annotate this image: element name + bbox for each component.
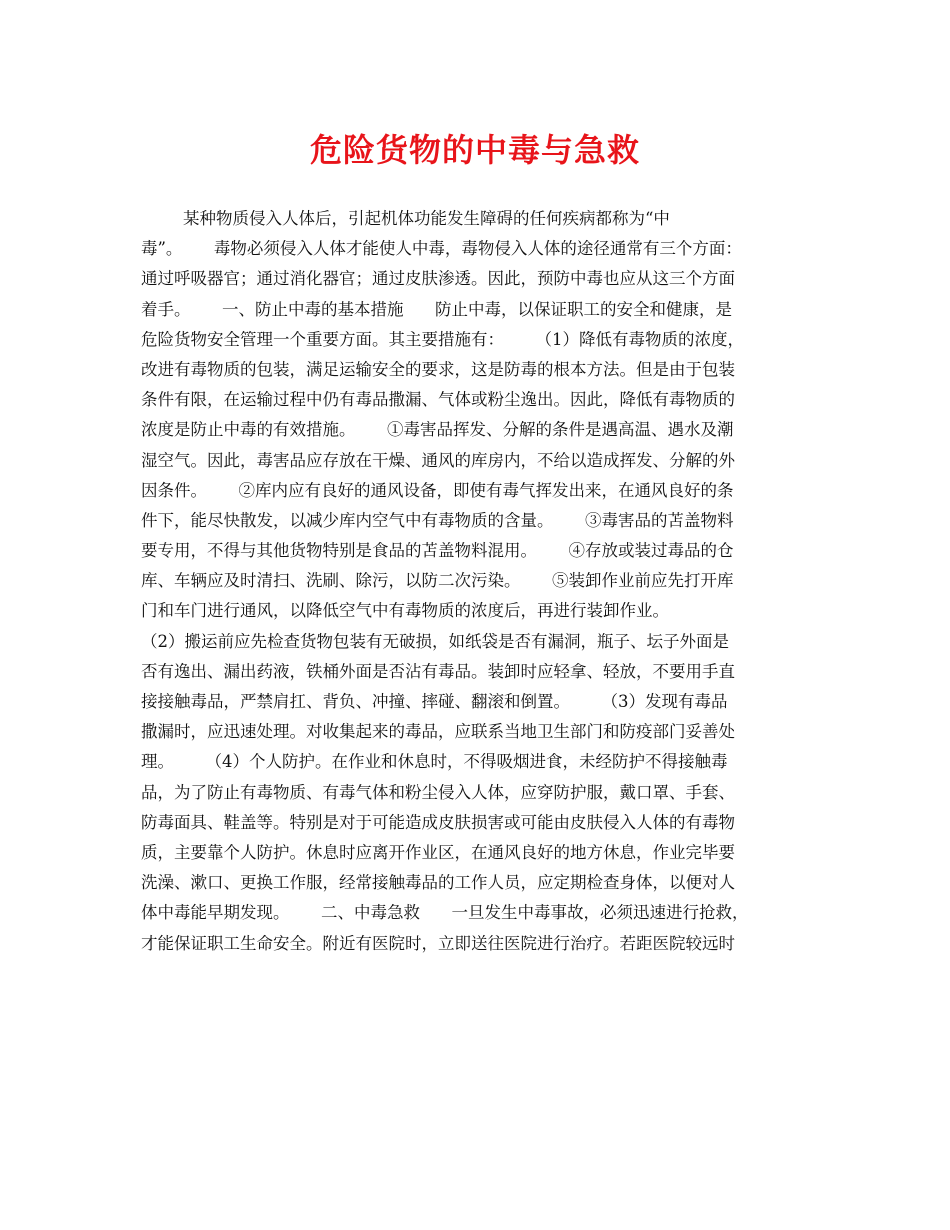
body-line: 撒漏时，应迅速处理。对收集起来的毒品，应联系当地卫生部门和防疫部门妥善处 <box>141 722 735 742</box>
body-line: 某种物质侵入人体后，引起机体功能发生障碍的任何疾病都称为“中 <box>141 209 670 228</box>
body-line: 要专用，不得与其他货物特别是食品的苫盖物料混用。 ④存放或装过毒品的仓 <box>141 541 734 561</box>
body-line: 毒”。 毒物必须侵入人体才能使人中毒，毒物侵入人体的途径通常有三个方面： <box>141 239 742 259</box>
body-line: （2）搬运前应先检查货物包装有无破损，如纸袋是否有漏洞，瓶子、坛子外面是 <box>141 631 729 651</box>
body-line: 改进有毒物质的包装，满足运输安全的要求，这是防毒的根本方法。但是由于包装 <box>141 359 735 379</box>
body-line: 防毒面具、鞋盖等。特别是对于可能造成皮肤损害或可能由皮肤侵入人体的有毒物 <box>141 812 735 832</box>
body-line: 件下，能尽快散发，以减少库内空气中有毒物质的含量。 ③毒害品的苫盖物料 <box>141 510 734 530</box>
body-line: 通过呼吸器官；通过消化器官；通过皮肤渗透。因此，预防中毒也应从这三个方面 <box>141 269 735 289</box>
body-line: 条件有限，在运输过程中仍有毒品撒漏、气体或粉尘逸出。因此，降低有毒物质的 <box>141 390 735 410</box>
body-line: 理。 （4）个人防护。在作业和休息时，不得吸烟进食，未经防护不得接触毒 <box>141 752 728 772</box>
body-line: 着手。 一、防止中毒的基本措施 防止中毒，以保证职工的安全和健康，是 <box>141 299 732 319</box>
body-line: 才能保证职工生命安全。附近有医院时，立即送往医院进行治疗。若距医院较远时 <box>141 933 735 953</box>
body-line: 体中毒能早期发现。 二、中毒急救 一旦发生中毒事故，必须迅速进行抢救， <box>141 903 749 923</box>
body-line: 因条件。 ②库内应有良好的通风设备，即使有毒气挥发出来，在通风良好的条 <box>141 480 734 500</box>
body-line: 质，主要靠个人防护。休息时应离开作业区，在通风良好的地方休息，作业完毕要 <box>141 842 735 862</box>
body-line: 否有逸出、漏出药液，铁桶外面是否沾有毒品。装卸时应轻拿、轻放，不要用手直 <box>141 661 735 681</box>
body-line: 品，为了防止有毒物质、有毒气体和粉尘侵入人体，应穿防护服，戴口罩、手套、 <box>141 782 735 802</box>
body-line: 库、车辆应及时清扫、洗刷、除污，以防二次污染。 ⑤装卸作业前应先打开库 <box>141 571 734 591</box>
body-line: 接接触毒品，严禁肩扛、背负、冲撞、摔碰、翻滚和倒置。 （3）发现有毒品 <box>141 692 728 711</box>
document-title: 危险货物的中毒与急救 <box>309 131 640 169</box>
document-body <box>141 204 831 959</box>
body-line: 危险货物安全管理一个重要方面。其主要措施有： （1）降低有毒物质的浓度， <box>141 329 744 349</box>
body-line: 湿空气。因此，毒害品应存放在干燥、通风的库房内，不给以造成挥发、分解的外 <box>141 450 735 470</box>
body-line: 门和车门进行通风，以降低空气中有毒物质的浓度后，再进行装卸作业。 <box>141 601 669 621</box>
body-line: 浓度是防止中毒的有效措施。 ①毒害品挥发、分解的条件是遇高温、遇水及潮 <box>141 420 734 440</box>
body-line: 洗澡、漱口、更换工作服，经常接触毒品的工作人员，应定期检查身体，以便对人 <box>141 873 735 893</box>
